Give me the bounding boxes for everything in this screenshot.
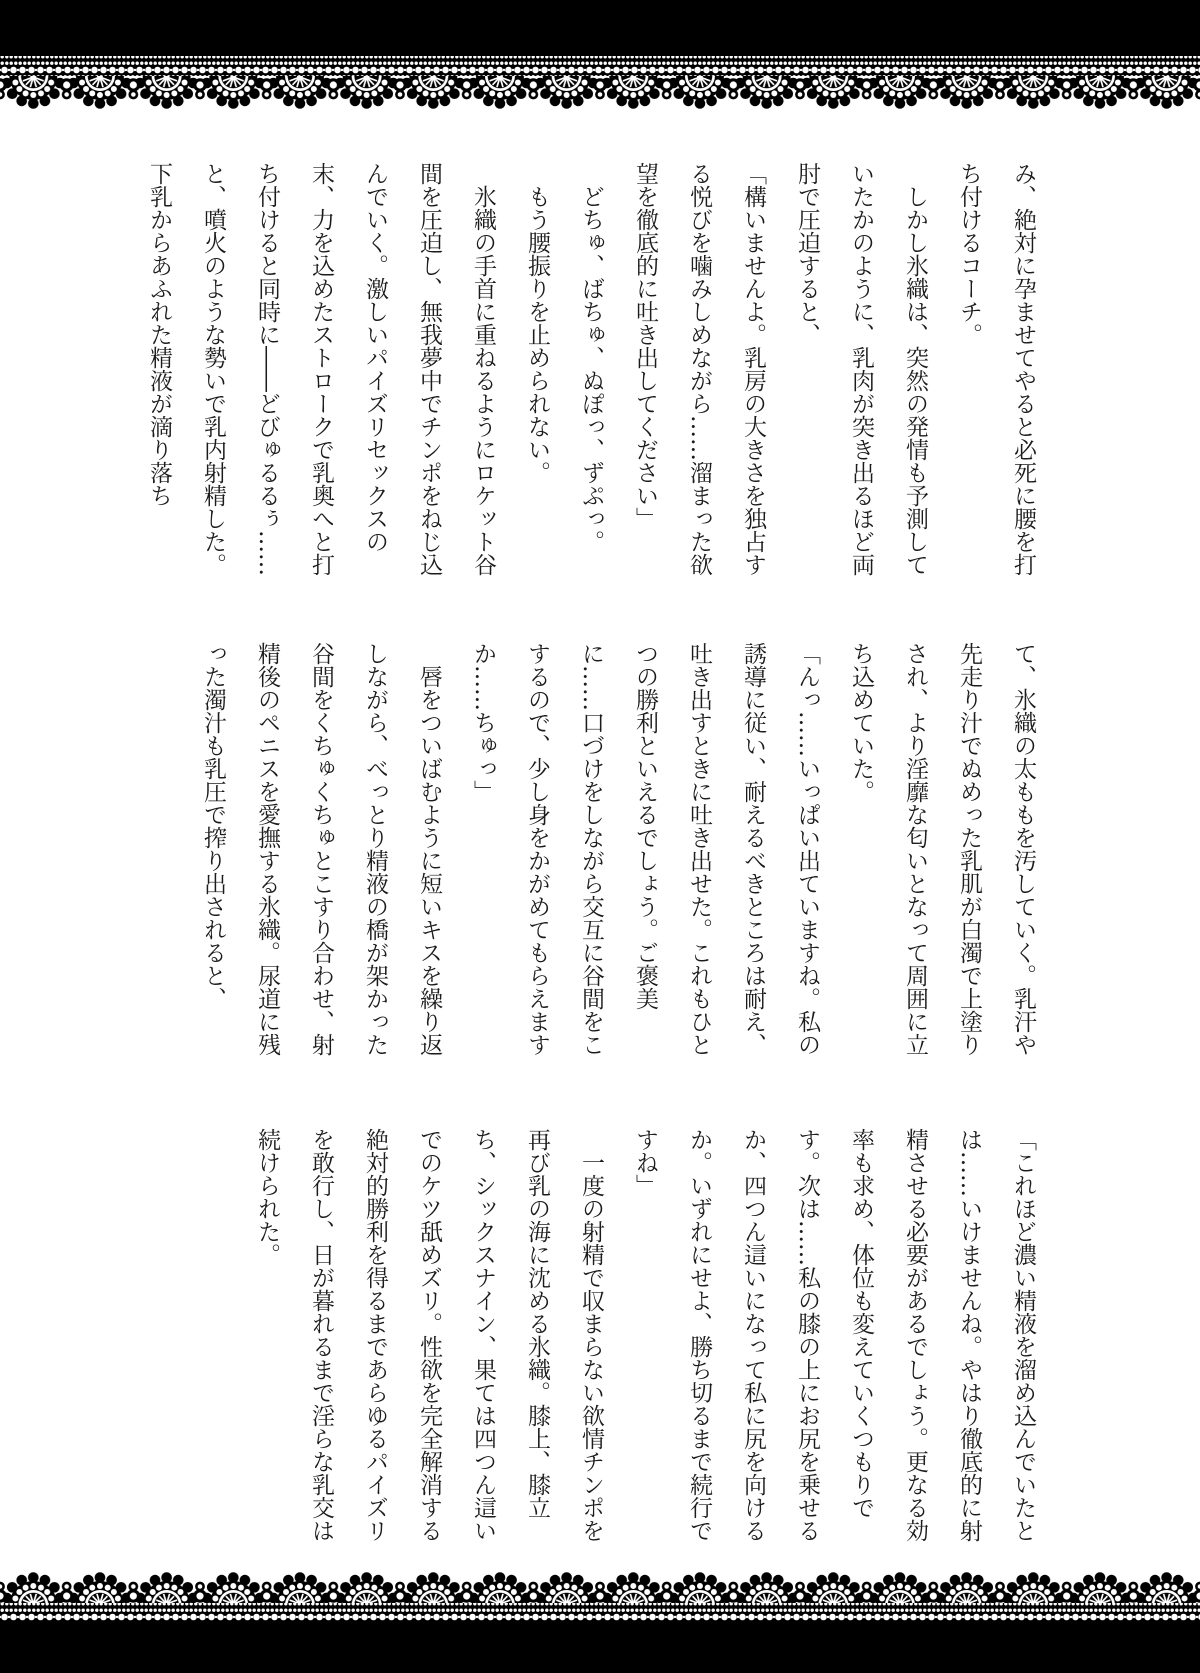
paragraph: 唇をついばむように短いキスを繰り返しながら、べっとり精液の橋が架かった谷間をくちゅくちゅとこすり合わせ、射精後のペニスを愛撫する氷織。尿道に残った濁汁も乳圧で搾り出されると、 <box>200 642 442 1056</box>
lace-border-bottom <box>0 1567 1200 1673</box>
lace-border-top <box>0 0 1200 114</box>
text-block-top <box>50 162 1050 579</box>
paragraph: て、氷織の太ももを汚していく。乳汗や先走り汁でぬめった乳肌が白濁で上塗りされ、より淫靡な匂いとなって周囲に立ち込めていた。 <box>848 642 1036 1056</box>
text-block-bottom <box>50 1128 1050 1545</box>
paragraph: み、絶対に孕ませてやると必死に腰を打ち付けるコーチ。 <box>956 162 1036 576</box>
text-block-middle <box>50 642 1050 1059</box>
paragraph: しかし氷織は、突然の発情も予測していたかのように、乳肉が突き出るほど両肘で圧迫すると、 <box>794 162 928 576</box>
paragraph: 一度の射精で収まらない欲情チンポを再び乳の海に沈める氷織。膝上、膝立ち、シックスナイン、果ては四つん這いでのケツ舐めズリ。性欲を完全解消する絶対的勝利を得るまであらゆるパイズリを敢行し、日が暮れるまで淫らな乳交は続けられた。 <box>254 1128 604 1542</box>
paragraph: もう腰振りを止められない。 <box>524 185 550 484</box>
paragraph: 「んっ……いっぱい出ていますね。私の誘導に従い、耐えるべきところは耐え、吐き出すときに吐き出せた。これもひとつの勝利といえるでしょう。ご褒美に……口づけをしながら交互に谷間をこするので、少し身をかがめてもらえますか……ちゅっ」 <box>470 642 820 1056</box>
paragraph: 「これほど濃い精液を溜め込んでいたとは……いけませんね。やはり徹底的に射精させる必要があるでしょう。更なる効率も求め、体位も変えていくつもりです。次は……私の膝の上にお尻を乗せるか、四つん這いになって私に尻を向けるか。いずれにせよ、勝ち切るまで続行ですね」 <box>632 1128 1036 1542</box>
paragraph: どちゅ、ばちゅ、ぬぽっ、ずぷっ。 <box>578 185 604 553</box>
paragraph: 「構いませんよ。乳房の大きさを独占する悦びを噛みしめながら……溜まった欲望を徹底的に吐き出してください」 <box>632 162 766 576</box>
paragraph: 氷織の手首に重ねるようにロケット谷間を圧迫し、無我夢中でチンポをねじ込んでいく。激しいパイズリセックスの末、力を込めたストロークで乳奥へと打ち付けると同時に――どびゅるるぅ……と、噴火のような勢いで乳内射精した。下乳からあふれた精液が滴り落ち <box>146 162 496 576</box>
